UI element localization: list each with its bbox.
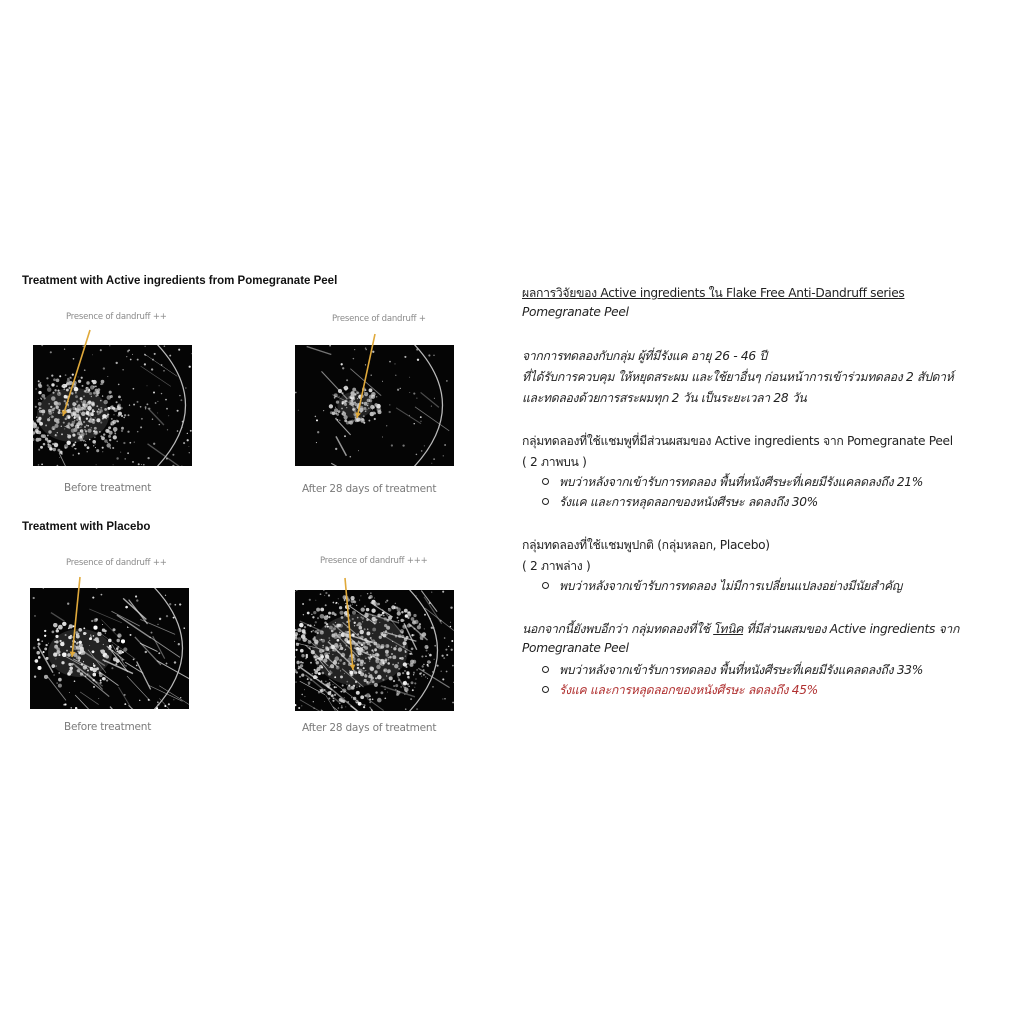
group2-title: กลุ่มทดลองที่ใช้แชมพูปกติ (กลุ่มหลอก, Placebo) bbox=[522, 538, 770, 552]
arrow-active-after-shaft bbox=[357, 334, 375, 418]
arrow-placebo-before-shaft bbox=[72, 577, 80, 657]
bullet-icon bbox=[542, 478, 549, 485]
group2-note: ( 2 ภาพล่าง ) bbox=[522, 559, 591, 573]
group2-bullet-1 bbox=[542, 577, 902, 596]
group1-bullet-1 bbox=[542, 473, 923, 492]
photo-label-active-after: Presence of dandruff + bbox=[332, 314, 426, 324]
bullet-text: รังแค และการหลุดลอกของหนังศีรษะ ลดลงถึง 30% bbox=[559, 495, 818, 509]
arrow-placebo-after-head bbox=[350, 665, 356, 671]
group3-bullet-1 bbox=[542, 661, 923, 680]
group3-title bbox=[522, 620, 959, 639]
photo-label-placebo-before: Presence of dandruff ++ bbox=[66, 558, 167, 568]
intro-line-3: และทดลองด้วยการสระผมทุก 2 วัน เป็นระยะเวลา 28 วัน bbox=[522, 391, 807, 405]
group1-title: กลุ่มทดลองที่ใช้แชมพูที่มีส่วนผสมของ Active ingredients จาก Pomegranate Peel bbox=[522, 434, 953, 448]
arrow-placebo-before-head bbox=[70, 652, 76, 658]
group3-bullet-2 bbox=[542, 681, 818, 700]
intro-line-2: ที่ได้รับการควบคุม ให้หยุดสระผม และใช้ยาอื่นๆ ก่อนหน้าการเข้าร่วมทดลอง 2 สัปดาห์ bbox=[522, 370, 954, 384]
group1-bullet-2 bbox=[542, 493, 818, 512]
arrow-active-before-shaft bbox=[63, 330, 90, 416]
bullet-text-highlight: รังแค และการหลุดลอกของหนังศีรษะ ลดลงถึง 45% bbox=[559, 683, 818, 697]
intro-line-1: จากการทดลองกับกลุ่ม ผู้ที่มีรังแค อายุ 26 - 46 ปี bbox=[522, 349, 767, 363]
arrow-active-after-head bbox=[355, 412, 361, 418]
caption-placebo-after: After 28 days of treatment bbox=[302, 722, 437, 734]
caption-active-before: Before treatment bbox=[64, 482, 152, 494]
group3-title-line2: Pomegranate Peel bbox=[522, 641, 629, 655]
bullet-icon bbox=[542, 498, 549, 505]
group3-title-post: ที่มีส่วนผสมของ Active ingredients จาก bbox=[743, 622, 960, 636]
bullet-text: พบว่าหลังจากเข้ารับการทดลอง ไม่มีการเปลี่ยนแปลงอย่างมีนัยสำคัญ bbox=[559, 579, 902, 593]
caption-active-after: After 28 days of treatment bbox=[302, 483, 437, 495]
photo-label-active-before: Presence of dandruff ++ bbox=[66, 312, 167, 322]
bullet-text: พบว่าหลังจากเข้ารับการทดลอง พื้นที่หนังศีรษะที่เคยมีรังแคลดลงถึง 21% bbox=[559, 475, 924, 489]
caption-placebo-before: Before treatment bbox=[64, 721, 152, 733]
bullet-icon bbox=[542, 582, 549, 589]
arrow-overlay bbox=[0, 0, 520, 760]
bullet-icon bbox=[542, 686, 549, 693]
arrow-placebo-after-shaft bbox=[345, 578, 353, 670]
research-heading: ผลการวิจัยของ Active ingredients ใน Flake Free Anti-Dandruff series bbox=[522, 286, 905, 300]
section-title-placebo: Treatment with Placebo bbox=[22, 521, 151, 533]
group3-title-tonic: โทนิค bbox=[713, 622, 744, 636]
section-title-active: Treatment with Active ingredients from Pomegranate Peel bbox=[22, 275, 338, 287]
group3-title-pre: นอกจากนี้ยังพบอีกว่า กลุ่มทดลองที่ใช้ bbox=[522, 622, 714, 636]
photo-label-placebo-after: Presence of dandruff +++ bbox=[320, 556, 428, 566]
bullet-icon bbox=[542, 666, 549, 673]
research-subheading: Pomegranate Peel bbox=[522, 305, 629, 319]
bullet-text: พบว่าหลังจากเข้ารับการทดลอง พื้นที่หนังศีรษะที่เคยมีรังแคลดลงถึง 33% bbox=[559, 663, 924, 677]
group1-note: ( 2 ภาพบน ) bbox=[522, 455, 587, 469]
